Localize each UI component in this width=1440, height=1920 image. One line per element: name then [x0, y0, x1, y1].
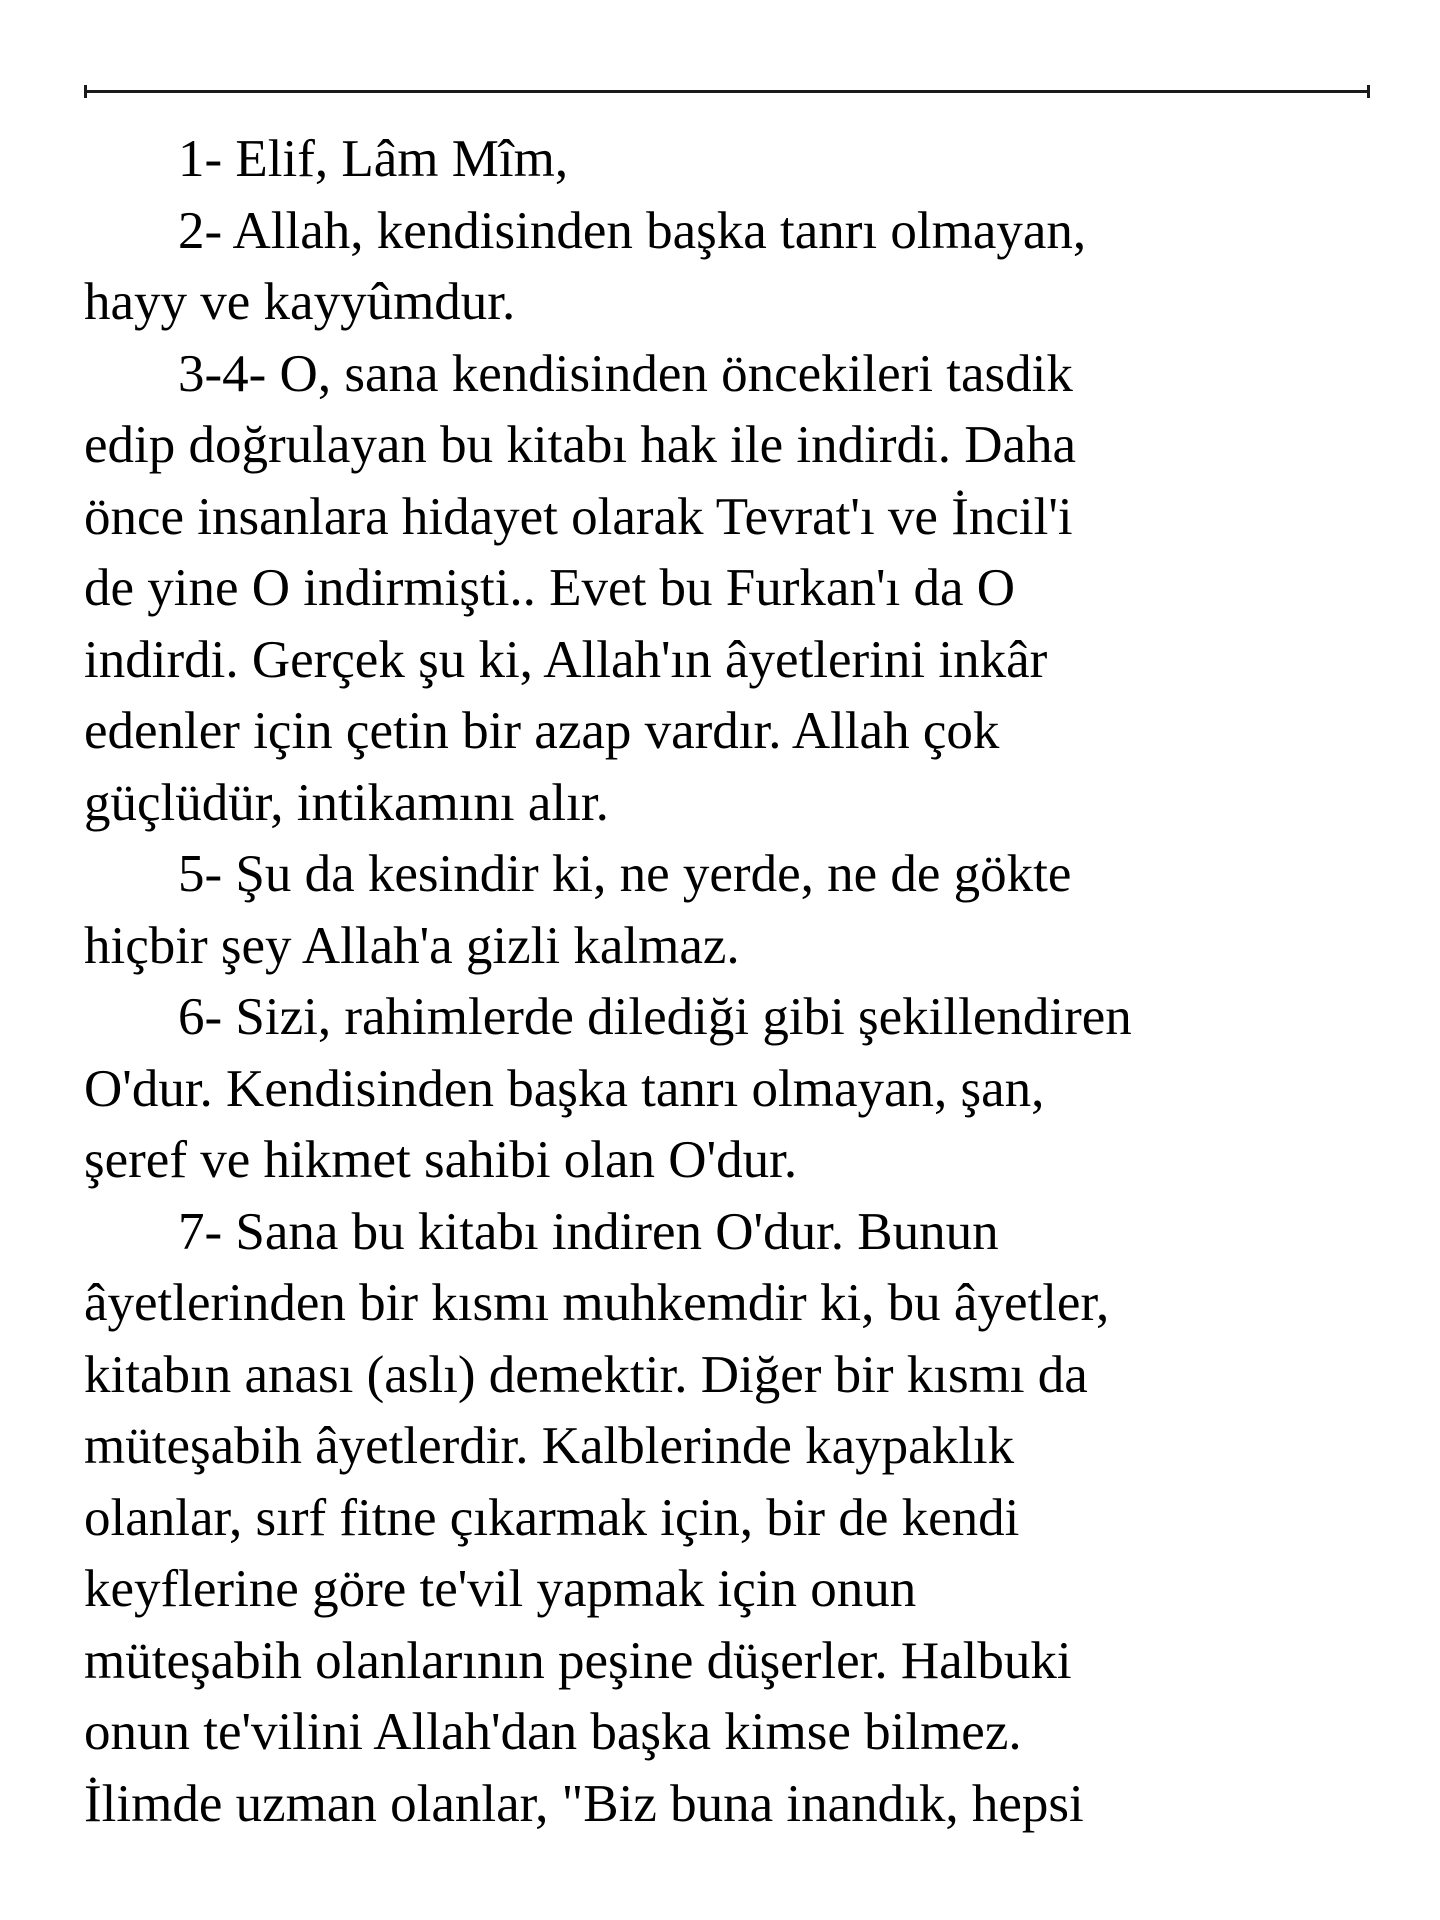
text-line: 3-4- O, sana kendisinden öncekileri tasdik — [178, 344, 1073, 403]
text-line: müteşabih olanlarının peşine düşerler. Halbuki — [84, 1631, 1072, 1690]
header-rule — [84, 90, 1370, 93]
text-line: 1- Elif, Lâm Mîm, — [178, 130, 569, 188]
text-line: müteşabih âyetlerdir. Kalblerinde kaypaklık — [84, 1417, 1015, 1475]
text-line: 2- Allah, kendisinden başka tanrı olmayan, — [178, 201, 1087, 260]
text-line: edip doğrulayan bu kitabı hak ile indirdi. Daha — [84, 416, 1077, 474]
text-line: güçlüdür, intikamını alır. — [84, 773, 609, 832]
text-line: önce insanlara hidayet olarak Tevrat'ı ve İncil'i — [84, 487, 1073, 546]
document-body — [84, 124, 1374, 1840]
text-line: onun te'vilini Allah'dan başka kimse bilmez. — [84, 1703, 1022, 1761]
text-line: hiçbir şey Allah'a gizli kalmaz. — [84, 916, 740, 975]
text-line: de yine O indirmişti.. Evet bu Furkan'ı da O — [84, 559, 1016, 617]
text-line: hayy ve kayyûmdur. — [84, 273, 516, 331]
text-line: 6- Sizi, rahimlerde dilediği gibi şekillendiren — [178, 988, 1132, 1046]
text-line: âyetlerinden bir kısmı muhkemdir ki, bu âyetler, — [84, 1274, 1110, 1332]
text-line: 5- Şu da kesindir ki, ne yerde, ne de gökte — [178, 845, 1072, 903]
text-line: 7- Sana bu kitabı indiren O'dur. Bunun — [178, 1202, 999, 1261]
text-line: şeref ve hikmet sahibi olan O'dur. — [84, 1131, 798, 1189]
text-line: İlimde uzman olanlar, "Biz buna inandık, hepsi — [84, 1774, 1084, 1833]
text-line: kitabın anası (aslı) demektir. Diğer bir kısmı da — [84, 1345, 1088, 1404]
text-line: O'dur. Kendisinden başka tanrı olmayan, şan, — [84, 1059, 1045, 1118]
text-line: indirdi. Gerçek şu ki, Allah'ın âyetlerini inkâr — [84, 630, 1048, 689]
text-line: olanlar, sırf fitne çıkarmak için, bir de kendi — [84, 1488, 1020, 1547]
text-line: keyflerine göre te'vil yapmak için onun — [84, 1560, 917, 1618]
text-line: edenler için çetin bir azap vardır. Allah çok — [84, 702, 1000, 760]
